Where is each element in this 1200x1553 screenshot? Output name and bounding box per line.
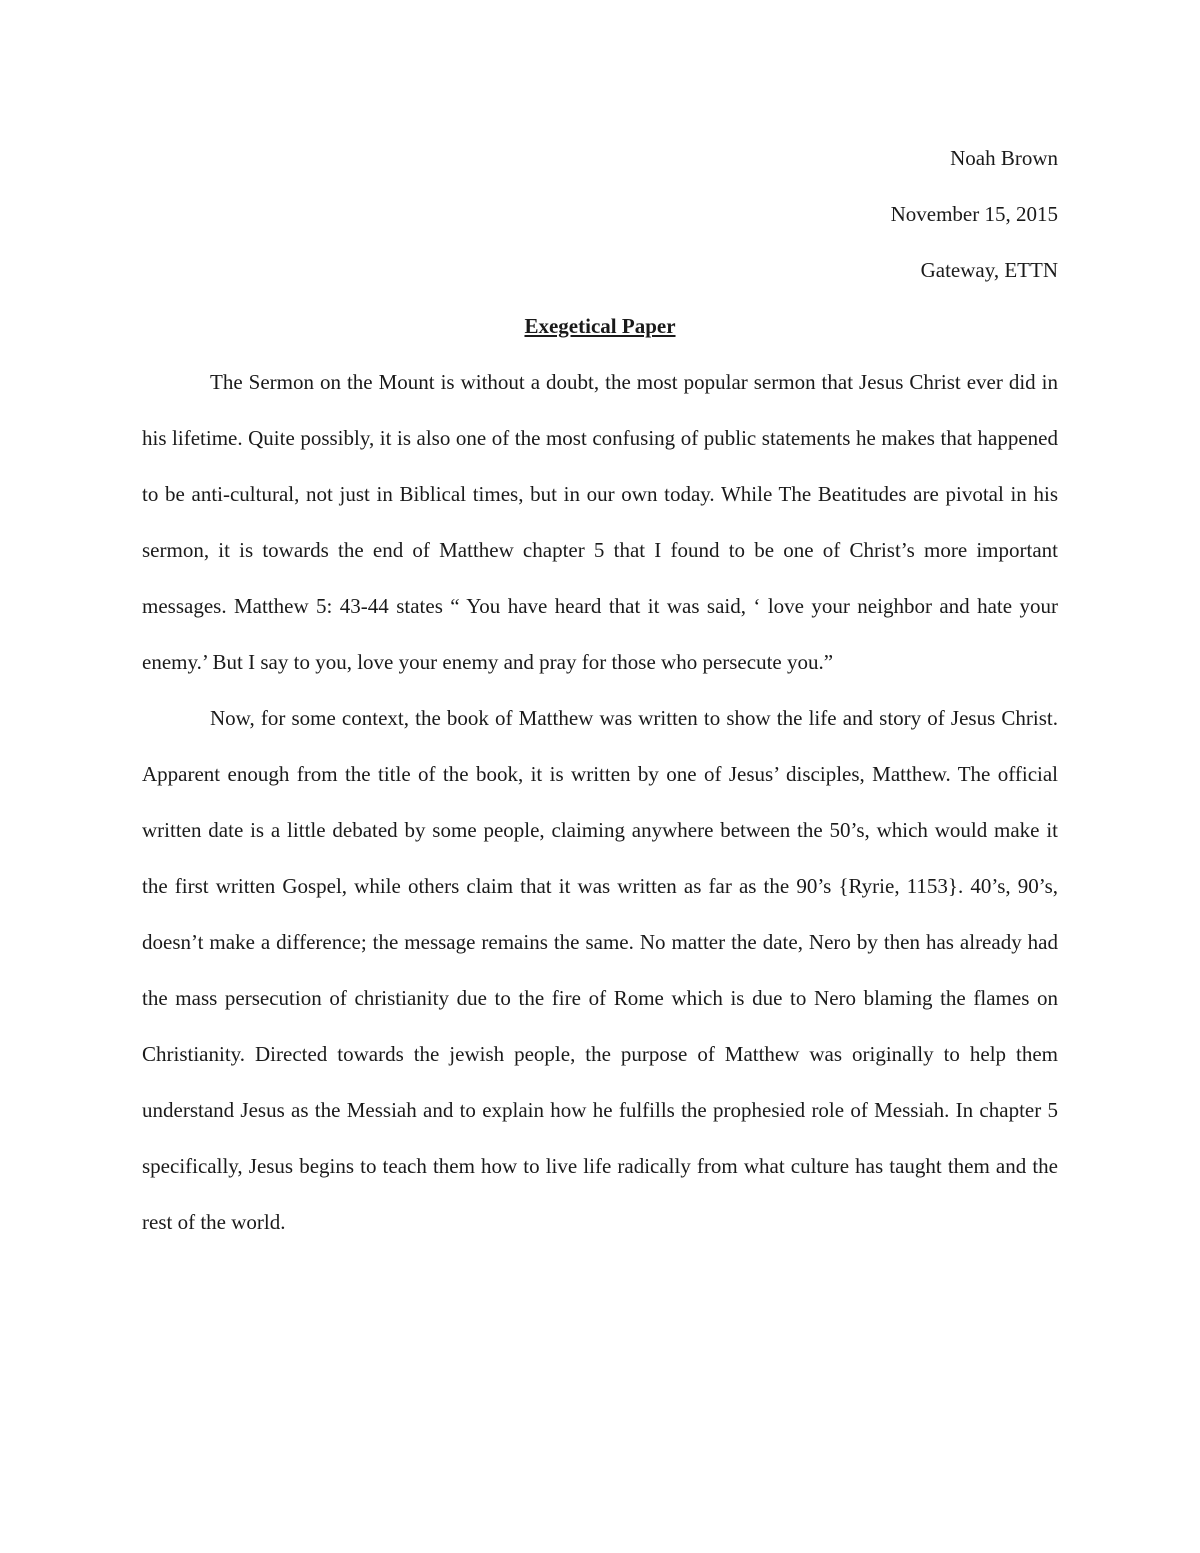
author-name: Noah Brown <box>950 146 1058 170</box>
paragraph-2: Now, for some context, the book of Matthew was written to show the life and story of Jesus Christ. Apparent enough from the title of the book, it is written by one of Jesus’ disciples, Matthew. The official written date is a little debated by some people, claiming anywhere between the 50’s, which would make it the first written Gospel, while others claim that it was written as far as the 90’s {Ryrie, 1153}. 40’s, 90’s, doesn’t make a difference; the message remains the same. No matter the date, Nero by then has already had the mass persecution of christianity due to the fire of Rome which is due to Nero blaming the flames on Christianity. Directed towards the jewish people, the purpose of Matthew was originally to help them understand Jesus as the Messiah and to explain how he fulfills the prophesied role of Messiah. In chapter 5 specifically, Jesus begins to teach them how to live life radically from what culture has taught them and the rest of the world. <box>142 706 1058 1234</box>
paper-title: Exegetical Paper <box>524 314 676 338</box>
paragraph-1: The Sermon on the Mount is without a doubt, the most popular sermon that Jesus Christ ever did in his lifetime. Quite possibly, it is also one of the most confusing of public statements he makes that happened to be anti-cultural, not just in Biblical times, but in our own today. While The Beatitudes are pivotal in his sermon, it is towards the end of Matthew chapter 5 that I found to be one of Christ’s more important messages. Matthew 5: 43-44 states “ You have heard that it was said, ‘ love your neighbor and hate your enemy.’ But I say to you, love your enemy and pray for those who persecute you.” <box>142 370 1058 674</box>
document-body <box>142 130 1058 1250</box>
course-name: Gateway, ETTN <box>920 258 1058 282</box>
document-date: November 15, 2015 <box>890 202 1058 226</box>
